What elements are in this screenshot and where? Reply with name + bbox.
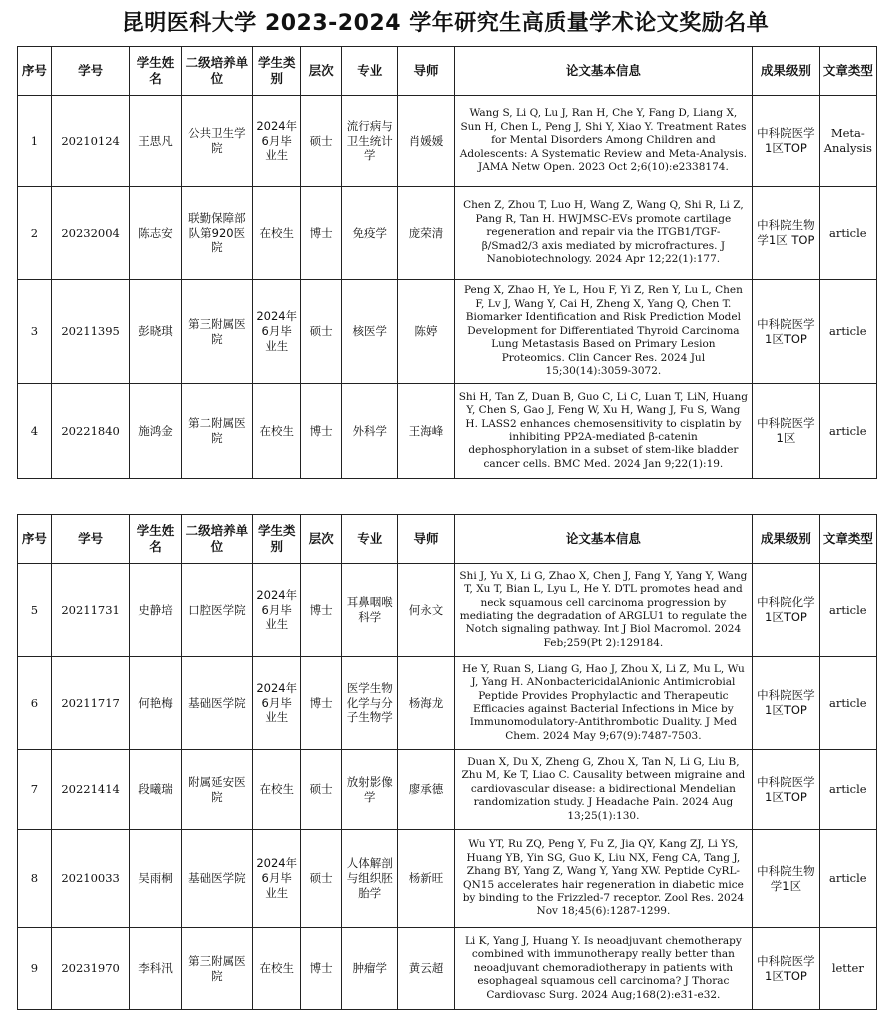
row-student-id: 20221414	[51, 750, 130, 830]
row-category: 在校生	[253, 928, 301, 1010]
row-category: 在校生	[253, 187, 301, 280]
table-row	[18, 280, 877, 384]
row-student-name: 段曦瑞	[130, 750, 181, 830]
table-row	[18, 96, 877, 187]
row-student-name: 陈志安	[130, 187, 181, 280]
row-advisor: 杨新旺	[398, 830, 454, 928]
row-grade: 中科院医学1区TOP	[753, 280, 819, 384]
row-grade: 中科院医学1区TOP	[753, 657, 819, 750]
row-category: 2024年6月毕业生	[253, 280, 301, 384]
header-student-id: 学号	[51, 515, 130, 564]
row-paper-info: He Y, Ruan S, Liang G, Hao J, Zhou X, Li Z, Mu L, Wu J, Yang H. ANonbactericidalAnionic Antimicrobial Peptide Provides Prophylactic and Therapeutic Efficacies against Bacterial Infections in Mice by Immunomodulatory-Antithrombotic Duality. J Med Chem. 2024 May 9;67(9):7487-7503.	[454, 657, 753, 750]
row-level: 硕士	[301, 830, 342, 928]
row-level: 硕士	[301, 96, 342, 187]
row-no: 4	[18, 384, 52, 479]
row-category: 在校生	[253, 750, 301, 830]
row-paper-info: Wang S, Li Q, Lu J, Ran H, Che Y, Fang D, Liang X, Sun H, Chen L, Peng J, Shi Y, Xiao Y. Treatment Rates for Mental Disorders Among Children and Adolescents: A Systematic Review and Meta-Analysis. JAMA Netw Open. 2023 Oct 2;6(10):e2338174.	[454, 96, 753, 187]
row-category: 2024年6月毕业生	[253, 657, 301, 750]
row-major: 免疫学	[342, 187, 398, 280]
table-row	[18, 384, 877, 479]
row-no: 3	[18, 280, 52, 384]
header-advisor: 导师	[398, 515, 454, 564]
header-student-name: 学生姓名	[130, 515, 181, 564]
row-student-name: 吴雨桐	[130, 830, 181, 928]
row-student-id: 20221840	[51, 384, 130, 479]
page-title: 昆明医科大学 2023-2024 学年研究生高质量学术论文奖励名单	[121, 11, 770, 36]
row-grade: 中科院生物学1区 TOP	[753, 187, 819, 280]
row-grade: 中科院医学1区	[753, 384, 819, 479]
row-no: 6	[18, 657, 52, 750]
row-grade: 中科院化学1区TOP	[753, 564, 819, 657]
row-student-id: 20210124	[51, 96, 130, 187]
table-header-row	[18, 47, 877, 96]
row-advisor: 杨海龙	[398, 657, 454, 750]
table-row	[18, 564, 877, 657]
row-article-type: article	[819, 830, 876, 928]
table-row	[18, 187, 877, 280]
row-unit: 公共卫生学院	[181, 96, 253, 187]
row-unit: 基础医学院	[181, 657, 253, 750]
row-no: 8	[18, 830, 52, 928]
row-grade: 中科院医学1区TOP	[753, 928, 819, 1010]
row-grade: 中科院生物学1区	[753, 830, 819, 928]
row-student-name: 王思凡	[130, 96, 181, 187]
row-major: 流行病与卫生统计学	[342, 96, 398, 187]
header-article-type: 文章类型	[819, 47, 876, 96]
row-level: 硕士	[301, 750, 342, 830]
row-student-name: 史静培	[130, 564, 181, 657]
header-level: 层次	[301, 47, 342, 96]
row-paper-info: Wu YT, Ru ZQ, Peng Y, Fu Z, Jia QY, Kang ZJ, Li YS, Huang YB, Yin SG, Guo K, Liu NX, Feng CA, Tang J, Zhang BY, Yang Z, Wang Y, Yang XW. Peptide CyRL-QN15 accelerates hair regeneration in diabetic mice by binding to the Frizzled-7 receptor. Zool Res. 2024 Nov 18;45(6):1287-1299.	[454, 830, 753, 928]
row-student-id: 20232004	[51, 187, 130, 280]
row-advisor: 黄云超	[398, 928, 454, 1010]
row-advisor: 肖媛媛	[398, 96, 454, 187]
row-unit: 附属延安医院	[181, 750, 253, 830]
header-level: 层次	[301, 515, 342, 564]
row-student-name: 李科汛	[130, 928, 181, 1010]
row-paper-info: Duan X, Du X, Zheng G, Zhou X, Tan N, Li G, Liu B, Zhu M, Ke T, Liao C. Causality between migraine and cardiovascular disease: a bidirectional Mendelian randomization study. J Headache Pain. 2024 Aug 13;25(1):130.	[454, 750, 753, 830]
row-article-type: letter	[819, 928, 876, 1010]
row-paper-info: Shi H, Tan Z, Duan B, Guo C, Li C, Luan T, LiN, Huang Y, Chen S, Gao J, Feng W, Xu H, Wang J, Fu S, Wang H. LASS2 enhances chemosensitivity to cisplatin by inhibiting PP2A-mediated β-catenin dephosphorylation in a subset of stem-like bladder cancer cells. BMC Med. 2024 Jan 9;22(1):19.	[454, 384, 753, 479]
header-major: 专业	[342, 515, 398, 564]
header-paper-info: 论文基本信息	[454, 515, 753, 564]
table-row	[18, 928, 877, 1010]
row-paper-info: Chen Z, Zhou T, Luo H, Wang Z, Wang Q, Shi R, Li Z, Pang R, Tan H. HWJMSC-EVs promote cartilage regeneration and repair via the ITGB1/TGF-β/Smad2/3 axis mediated by microfractures. J Nanobiotechnology. 2024 Apr 12;22(1):177.	[454, 187, 753, 280]
header-grade: 成果级别	[753, 47, 819, 96]
row-no: 9	[18, 928, 52, 1010]
header-unit: 二级培养单位	[181, 515, 253, 564]
row-paper-info: Shi J, Yu X, Li G, Zhao X, Chen J, Fang Y, Yang Y, Wang T, Xu T, Bian L, Lyu L, He Y. DTL promotes head and neck squamous cell carcinoma progression by mediating the degradation of ARGLU1 to regulate the Notch signaling pathway. Int J Biol Macromol. 2024 Feb;259(Pt 2):129184.	[454, 564, 753, 657]
row-article-type: article	[819, 564, 876, 657]
row-advisor: 王海峰	[398, 384, 454, 479]
row-major: 耳鼻咽喉科学	[342, 564, 398, 657]
header-major: 专业	[342, 47, 398, 96]
header-no: 序号	[18, 47, 52, 96]
header-category: 学生类别	[253, 47, 301, 96]
row-advisor: 庞荣清	[398, 187, 454, 280]
row-unit: 第三附属医院	[181, 280, 253, 384]
row-level: 硕士	[301, 280, 342, 384]
row-level: 博士	[301, 657, 342, 750]
row-paper-info: Li K, Yang J, Huang Y. Is neoadjuvant chemotherapy combined with immunotherapy really better than neoadjuvant chemoradiotherapy in patients with esophageal squamous cell carcinoma? J Thorac Cardiovasc Surg. 2024 Aug;168(2):e31-e32.	[454, 928, 753, 1010]
row-no: 7	[18, 750, 52, 830]
row-level: 博士	[301, 384, 342, 479]
row-student-id: 20211731	[51, 564, 130, 657]
row-major: 肿瘤学	[342, 928, 398, 1010]
row-student-name: 施鸿金	[130, 384, 181, 479]
row-no: 2	[18, 187, 52, 280]
row-student-id: 20211717	[51, 657, 130, 750]
row-article-type: article	[819, 187, 876, 280]
table-row	[18, 657, 877, 750]
row-article-type: article	[819, 750, 876, 830]
award-table-part-1	[17, 46, 877, 479]
row-unit: 第二附属医院	[181, 384, 253, 479]
row-major: 人体解剖与组织胚胎学	[342, 830, 398, 928]
row-article-type: article	[819, 384, 876, 479]
row-category: 2024年6月毕业生	[253, 830, 301, 928]
row-level: 博士	[301, 187, 342, 280]
row-major: 医学生物化学与分子生物学	[342, 657, 398, 750]
header-paper-info: 论文基本信息	[454, 47, 753, 96]
row-advisor: 陈婷	[398, 280, 454, 384]
row-article-type: article	[819, 657, 876, 750]
row-article-type: article	[819, 280, 876, 384]
header-article-type: 文章类型	[819, 515, 876, 564]
table-row	[18, 750, 877, 830]
row-no: 5	[18, 564, 52, 657]
row-student-id: 20211395	[51, 280, 130, 384]
row-unit: 第三附属医院	[181, 928, 253, 1010]
header-no: 序号	[18, 515, 52, 564]
row-category: 2024年6月毕业生	[253, 96, 301, 187]
row-major: 外科学	[342, 384, 398, 479]
row-category: 在校生	[253, 384, 301, 479]
header-unit: 二级培养单位	[181, 47, 253, 96]
row-advisor: 廖承德	[398, 750, 454, 830]
row-student-name: 彭晓琪	[130, 280, 181, 384]
header-grade: 成果级别	[753, 515, 819, 564]
row-unit: 联勤保障部队第920医院	[181, 187, 253, 280]
table-row	[18, 830, 877, 928]
row-no: 1	[18, 96, 52, 187]
row-major: 核医学	[342, 280, 398, 384]
award-table-part-2	[17, 514, 877, 1010]
table-header-row	[18, 515, 877, 564]
row-article-type: Meta-Analysis	[819, 96, 876, 187]
row-grade: 中科院医学1区TOP	[753, 750, 819, 830]
header-category: 学生类别	[253, 515, 301, 564]
row-student-id: 20210033	[51, 830, 130, 928]
row-student-id: 20231970	[51, 928, 130, 1010]
row-student-name: 何艳梅	[130, 657, 181, 750]
row-category: 2024年6月毕业生	[253, 564, 301, 657]
row-advisor: 何永文	[398, 564, 454, 657]
row-major: 放射影像学	[342, 750, 398, 830]
header-student-id: 学号	[51, 47, 130, 96]
row-paper-info: Peng X, Zhao H, Ye L, Hou F, Yi Z, Ren Y, Lu L, Chen F, Lv J, Wang Y, Cai H, Zheng X, Yang Q, Chen T. Biomarker Identification and Risk Prediction Model Development for Differentiated Thyroid Carcinoma Lung Metastasis Based on Primary Lesion Proteomics. Clin Cancer Res. 2024 Jul 15;30(14):3059-3072.	[454, 280, 753, 384]
row-level: 博士	[301, 928, 342, 1010]
row-grade: 中科院医学1区TOP	[753, 96, 819, 187]
row-unit: 基础医学院	[181, 830, 253, 928]
row-level: 博士	[301, 564, 342, 657]
header-student-name: 学生姓名	[130, 47, 181, 96]
header-advisor: 导师	[398, 47, 454, 96]
row-unit: 口腔医学院	[181, 564, 253, 657]
